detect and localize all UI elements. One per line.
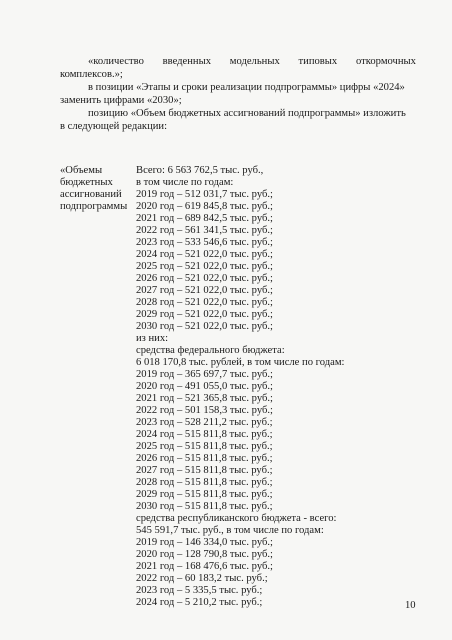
funding-label-line: подпрограммы bbox=[60, 201, 128, 212]
funding-line: 2019 год – 146 334,0 тыс. руб.; bbox=[136, 537, 273, 548]
funding-line: 2025 год – 521 022,0 тыс. руб.; bbox=[136, 261, 273, 272]
intro-word: откормочных bbox=[355, 56, 416, 67]
funding-line: 2022 год – 561 341,5 тыс. руб.; bbox=[136, 225, 273, 236]
intro-line-6: в следующей редакции: bbox=[60, 121, 168, 132]
funding-values-column bbox=[136, 165, 344, 609]
funding-line: 2020 год – 619 845,8 тыс. руб.; bbox=[136, 201, 273, 212]
funding-line: 2021 год – 689 842,5 тыс. руб.; bbox=[136, 213, 273, 224]
funding-line: 2024 год – 5 210,2 тыс. руб.; bbox=[136, 597, 263, 608]
funding-line: средства республиканского бюджета - всего: bbox=[136, 513, 337, 524]
page-number: 10 bbox=[405, 600, 416, 611]
funding-line: 2022 год – 501 158,3 тыс. руб.; bbox=[136, 405, 273, 416]
funding-line: 2028 год – 521 022,0 тыс. руб.; bbox=[136, 297, 273, 308]
intro-word: «количество bbox=[88, 56, 144, 67]
funding-line: 2019 год – 512 031,7 тыс. руб.; bbox=[136, 189, 273, 200]
funding-line: 2021 год – 168 476,6 тыс. руб.; bbox=[136, 561, 273, 572]
funding-line: в том числе по годам: bbox=[136, 177, 234, 188]
funding-line: 2026 год – 521 022,0 тыс. руб.; bbox=[136, 273, 273, 284]
funding-label-line: ассигнований bbox=[60, 189, 122, 200]
funding-line: 545 591,7 тыс. руб., в том числе по годам: bbox=[136, 525, 324, 536]
funding-line: 2027 год – 515 811,8 тыс. руб.; bbox=[136, 465, 273, 476]
funding-label-column bbox=[60, 165, 127, 213]
funding-label-line: «Объемы bbox=[60, 165, 103, 176]
funding-line: 2022 год – 60 183,2 тыс. руб.; bbox=[136, 573, 268, 584]
funding-line: 2029 год – 515 811,8 тыс. руб.; bbox=[136, 489, 273, 500]
funding-line: 2029 год – 521 022,0 тыс. руб.; bbox=[136, 309, 273, 320]
funding-line: 2019 год – 365 697,7 тыс. руб.; bbox=[136, 369, 273, 380]
funding-line: 2024 год – 521 022,0 тыс. руб.; bbox=[136, 249, 273, 260]
funding-line: 2028 год – 515 811,8 тыс. руб.; bbox=[136, 477, 273, 488]
funding-line: 2023 год – 528 211,2 тыс. руб.; bbox=[136, 417, 273, 428]
funding-line: из них: bbox=[136, 333, 169, 344]
funding-line: 2023 год – 533 546,6 тыс. руб.; bbox=[136, 237, 273, 248]
funding-line: 2030 год – 515 811,8 тыс. руб.; bbox=[136, 501, 273, 512]
funding-line: 2023 год – 5 335,5 тыс. руб.; bbox=[136, 585, 263, 596]
intro-line-5: позицию «Объем бюджетных ассигнований подпрограммы» изложить bbox=[88, 108, 406, 119]
intro-line-2: комплексов.»; bbox=[60, 69, 123, 80]
intro-line-1 bbox=[88, 56, 416, 68]
funding-line: 2026 год – 515 811,8 тыс. руб.; bbox=[136, 453, 273, 464]
funding-line: 2020 год – 491 055,0 тыс. руб.; bbox=[136, 381, 273, 392]
funding-line: 2020 год – 128 790,8 тыс. руб.; bbox=[136, 549, 273, 560]
funding-line: 2027 год – 521 022,0 тыс. руб.; bbox=[136, 285, 273, 296]
funding-line: средства федерального бюджета: bbox=[136, 345, 285, 356]
funding-line: 6 018 170,8 тыс. рублей, в том числе по годам: bbox=[136, 357, 345, 368]
funding-line: 2030 год – 521 022,0 тыс. руб.; bbox=[136, 321, 273, 332]
intro-word: типовых bbox=[298, 56, 338, 67]
intro-line-3: в позиции «Этапы и сроки реализации подпрограммы» цифры «2024» bbox=[88, 82, 405, 93]
intro-word: введенных bbox=[162, 56, 211, 67]
intro-line-4: заменить цифрами «2030»; bbox=[60, 95, 182, 106]
intro-word: модельных bbox=[229, 56, 280, 67]
funding-line: 2025 год – 515 811,8 тыс. руб.; bbox=[136, 441, 273, 452]
funding-line: 2024 год – 515 811,8 тыс. руб.; bbox=[136, 429, 273, 440]
funding-label-line: бюджетных bbox=[60, 177, 113, 188]
funding-line: 2021 год – 521 365,8 тыс. руб.; bbox=[136, 393, 273, 404]
funding-line: Всего: 6 563 762,5 тыс. руб., bbox=[136, 165, 264, 176]
